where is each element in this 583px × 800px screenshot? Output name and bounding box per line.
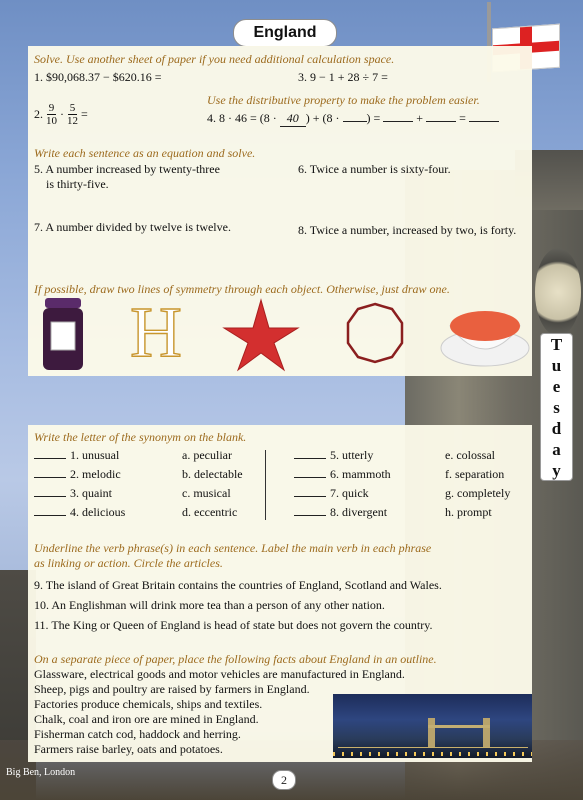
outline-fact-6: Farmers raise barley, oats and potatoes.	[34, 742, 223, 756]
decagon-icon[interactable]	[344, 302, 406, 364]
outline-instruction: On a separate piece of paper, place the following facts about England in an outline.	[34, 652, 437, 666]
starfish-icon[interactable]	[222, 298, 300, 372]
synonym-choice-f: f. separation	[445, 467, 505, 481]
verb-instruction-line2: as linking or action. Circle the articles.	[34, 556, 223, 570]
letter-h-icon[interactable]: H	[130, 292, 182, 372]
fraction-five-twelfths: $\frac{5}{12}$	[67, 102, 78, 127]
question-8: 8. Twice a number, increased by two, is forty.	[298, 223, 517, 237]
synonym-blank-8[interactable]	[294, 515, 326, 516]
equation-instruction: Write each sentence as an equation and solve.	[34, 146, 256, 160]
synonym-item-6: 6. mammoth	[294, 467, 391, 482]
question-2-number: 2.	[34, 107, 43, 121]
synonym-choice-d: d. eccentric	[182, 505, 238, 519]
q4-blank-4[interactable]	[469, 121, 499, 122]
page-number: 2	[272, 770, 296, 790]
outline-fact-2: Sheep, pigs and poultry are raised by farmers in England.	[34, 682, 310, 696]
synonym-choice-h: h. prompt	[445, 505, 492, 519]
synonym-blank-3[interactable]	[34, 496, 66, 497]
question-2: 2. $\frac{9}{10}$ · $\frac{5}{12}$ =	[34, 102, 88, 127]
synonym-item-3: 3. quaint	[34, 486, 112, 501]
synonym-divider	[265, 450, 266, 520]
synonym-instruction: Write the letter of the synonym on the blank.	[34, 430, 247, 444]
fraction-nine-tenths: $\frac{9}{10}$	[46, 102, 57, 127]
synonym-blank-7[interactable]	[294, 496, 326, 497]
synonym-choice-b: b. delectable	[182, 467, 243, 481]
question-3: 3. 9 − 1 + 28 ÷ 7 =	[298, 70, 388, 84]
sentence-9: 9. The island of Great Britain contains the countries of England, Scotland and Wales.	[34, 578, 442, 592]
symmetry-instruction: If possible, draw two lines of symmetry through each object. Otherwise, just draw one.	[34, 282, 450, 296]
synonym-item-4: 4. delicious	[34, 505, 125, 520]
page-title: England	[233, 19, 337, 47]
solve-instruction: Solve. Use another sheet of paper if you need additional calculation space.	[34, 52, 395, 66]
synonym-item-1: 1. unusual	[34, 448, 119, 463]
synonym-item-8: 8. divergent	[294, 505, 387, 520]
clock-face-icon	[535, 248, 581, 336]
synonym-choice-g: g. completely	[445, 486, 511, 500]
question-5-line1: 5. A number increased by twenty-three	[34, 162, 220, 176]
question-7: 7. A number divided by twelve is twelve.	[34, 220, 231, 234]
tower-bridge-photo	[333, 694, 532, 758]
sentence-11: 11. The King or Queen of England is head of state but does not govern the country.	[34, 618, 433, 632]
photo-caption: Big Ben, London	[6, 767, 76, 778]
synonym-blank-1[interactable]	[34, 458, 66, 459]
synonym-item-7: 7. quick	[294, 486, 369, 501]
q4-blank-1[interactable]	[343, 121, 367, 122]
q4-filled-blank[interactable]: 40	[280, 111, 306, 127]
synonym-blank-4[interactable]	[34, 515, 66, 516]
q4-blank-3[interactable]	[426, 121, 456, 122]
synonym-blank-5[interactable]	[294, 458, 326, 459]
synonym-item-5: 5. utterly	[294, 448, 373, 463]
synonym-blank-2[interactable]	[34, 477, 66, 478]
verb-instruction-line1: Underline the verb phrase(s) in each sentence. Label the main verb in each phrase	[34, 541, 432, 555]
sentence-10: 10. An Englishman will drink more tea than a person of any other nation.	[34, 598, 385, 612]
distributive-instruction: Use the distributive property to make the problem easier.	[207, 93, 480, 107]
outline-fact-5: Fisherman catch cod, haddock and herring.	[34, 727, 241, 741]
synonym-choice-e: e. colossal	[445, 448, 495, 462]
synonym-choice-c: c. musical	[182, 486, 231, 500]
jam-jar-icon[interactable]	[42, 298, 84, 372]
outline-fact-1: Glassware, electrical goods and motor vehicles are manufactured in England.	[34, 667, 405, 681]
q4-blank-2[interactable]	[383, 121, 413, 122]
synonym-choice-a: a. peculiar	[182, 448, 232, 462]
soup-bowl-icon[interactable]	[440, 302, 530, 370]
synonym-item-2: 2. melodic	[34, 467, 121, 482]
outline-fact-3: Factories produce chemicals, ships and textiles.	[34, 697, 263, 711]
question-1: 1. $90,068.37 − $620.16 =	[34, 70, 162, 84]
day-tab: T u e s d a y	[540, 333, 573, 481]
outline-fact-4: Chalk, coal and iron ore are mined in England.	[34, 712, 259, 726]
question-4: 4. 8 · 46 = (8 · 40 ) + (8 · ) = + =	[207, 111, 499, 127]
question-5-line2: is thirty-five.	[46, 177, 109, 191]
synonym-blank-6[interactable]	[294, 477, 326, 478]
question-6: 6. Twice a number is sixty-four.	[298, 162, 451, 176]
